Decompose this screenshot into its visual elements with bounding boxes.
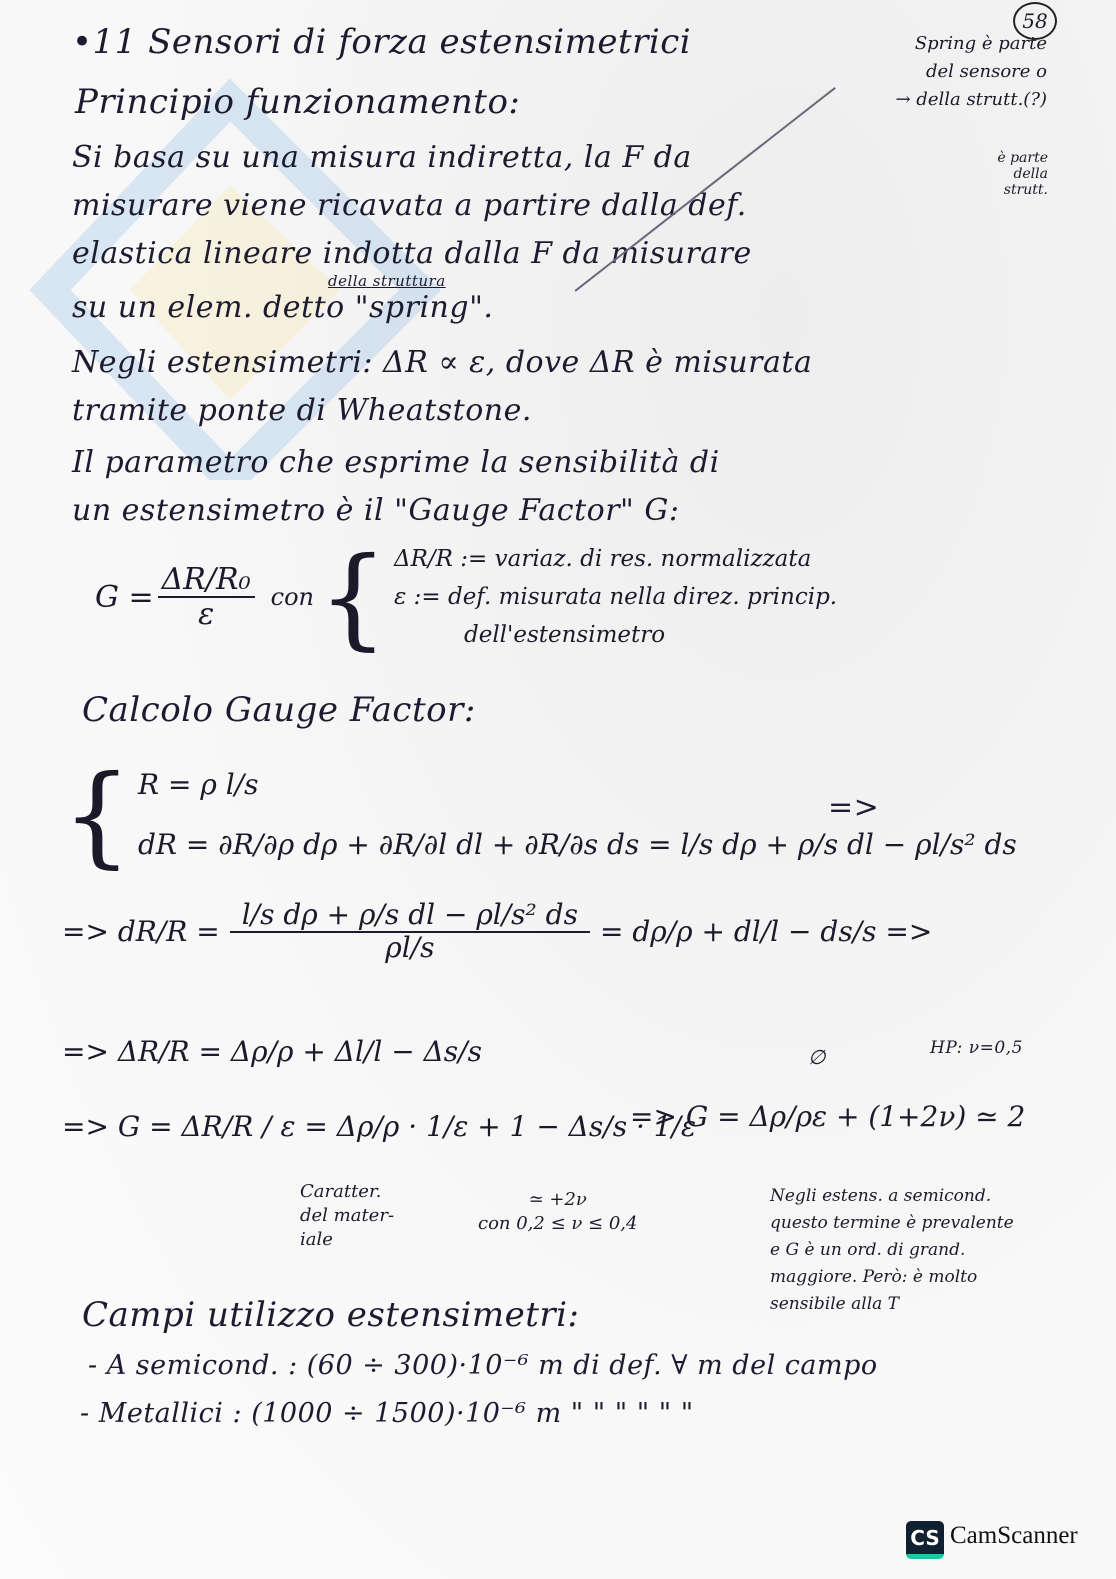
margin-note-top xyxy=(832,30,1047,114)
gauge-factor-definition xyxy=(95,533,838,661)
case-line: ε := def. misurata nella direz. princip. xyxy=(393,584,838,610)
equation-rhs: = dρ/ρ + dl/l − ds/s => xyxy=(599,915,933,949)
paragraph-line: tramite ponte di Wheatstone. xyxy=(72,393,532,428)
margin-note-line: strutt. xyxy=(1003,182,1048,198)
note-line: del mater- xyxy=(300,1205,395,1226)
fraction xyxy=(230,900,590,964)
paragraph-line: Si basa su una misura indiretta, la F da xyxy=(72,140,692,175)
section-title: •11 Sensori di forza estensimetrici xyxy=(72,22,692,62)
camscanner-brand: CamScanner xyxy=(950,1522,1078,1549)
crossed-symbol: ∅ xyxy=(808,1045,826,1069)
equation-lhs: G = xyxy=(95,579,154,615)
note-line: Negli estens. a semicond. xyxy=(770,1186,992,1206)
left-brace-icon: { xyxy=(317,533,388,661)
heading-fields: Campi utilizzo estensimetri: xyxy=(82,1295,580,1335)
implies-arrow: => xyxy=(828,790,880,825)
inserted-note: della struttura xyxy=(328,272,446,290)
heading-principle: Principio funzionamento: xyxy=(75,82,521,122)
note-line: Caratter. xyxy=(300,1181,382,1202)
paragraph-line: elastica lineare indotta dalla F da misurare xyxy=(72,236,752,271)
paragraph-line: su un elem. detto "spring". xyxy=(72,290,494,325)
margin-note-line: della xyxy=(1013,166,1048,182)
system-lines xyxy=(138,755,1017,875)
paragraph-line: Negli estensimetri: ΔR ∝ ε, dove ΔR è misurata xyxy=(72,345,813,380)
camscanner-logo-icon: CS xyxy=(906,1521,944,1559)
equation-gauge-expansion: => G = ΔR/R / ε = Δρ/ρ · 1/ε + 1 − Δs/s · 1/ε xyxy=(62,1110,697,1143)
note-line: sensibile alla T xyxy=(770,1294,900,1314)
note-line: con 0,2 ≤ ν ≤ 0,4 xyxy=(478,1213,638,1234)
underbrace-note-poisson xyxy=(478,1188,637,1236)
numerator: ΔR/R₀ xyxy=(158,563,255,598)
denominator: ε xyxy=(198,597,215,632)
equation-line: dR = ∂R/∂ρ dρ + ∂R/∂l dl + ∂R/∂s ds = l/s dρ + ρ/s dl − ρl/s² ds xyxy=(138,828,1017,861)
left-brace-icon: { xyxy=(62,751,132,879)
side-note-semiconductor xyxy=(770,1183,1014,1318)
equation-lhs: => dR/R = xyxy=(62,915,220,949)
equation-dR-over-R xyxy=(62,900,932,964)
note-line: questo termine è prevalente xyxy=(770,1213,1014,1233)
note-line: e G è un ord. di grand. xyxy=(770,1240,966,1260)
denominator: ρl/s xyxy=(385,930,435,964)
paragraph-line: Il parametro che esprime la sensibilità di xyxy=(72,445,720,480)
page-number: 58 xyxy=(1013,2,1057,40)
case-line: dell'estensimetro xyxy=(463,622,666,648)
note-line: ≃ +2ν xyxy=(528,1189,587,1210)
paragraph-line: un estensimetro è il "Gauge Factor" G: xyxy=(72,493,680,528)
note-line: maggiore. Però: è molto xyxy=(770,1267,978,1287)
field-item: - A semicond. : (60 ÷ 300)·10⁻⁶ m di def. ∀ m del campo xyxy=(88,1350,878,1381)
note-line: iale xyxy=(300,1229,333,1250)
margin-note-line: è parte xyxy=(997,150,1048,166)
hypothesis-note: HP: ν=0,5 xyxy=(930,1038,1023,1058)
case-line: ΔR/R := variaz. di res. normalizzata xyxy=(393,546,812,572)
numerator: l/s dρ + ρ/s dl − ρl/s² ds xyxy=(230,900,590,933)
heading-calc: Calcolo Gauge Factor: xyxy=(82,690,476,730)
margin-note-line: → della strutt.(?) xyxy=(895,89,1047,110)
con-label: con xyxy=(270,583,314,611)
paragraph-line: misurare viene ricavata a partire dalla def. xyxy=(72,188,747,223)
field-item: - Metallici : (1000 ÷ 1500)·10⁻⁶ m " " " " " " xyxy=(80,1398,694,1429)
definition-cases xyxy=(394,540,837,654)
equation-gauge-result: => G = Δρ/ρε + (1+2ν) ≃ 2 xyxy=(630,1100,1026,1133)
margin-note-right xyxy=(968,150,1048,198)
underbrace-note-material xyxy=(300,1180,394,1252)
equation-line: R = ρ l/s xyxy=(138,768,259,801)
fraction xyxy=(158,563,255,631)
margin-note-line: del sensore o xyxy=(925,61,1047,82)
equation-delta-R: => ΔR/R = Δρ/ρ + Δl/l − Δs/s xyxy=(62,1035,482,1068)
margin-note-line: Spring è parte xyxy=(914,33,1047,54)
